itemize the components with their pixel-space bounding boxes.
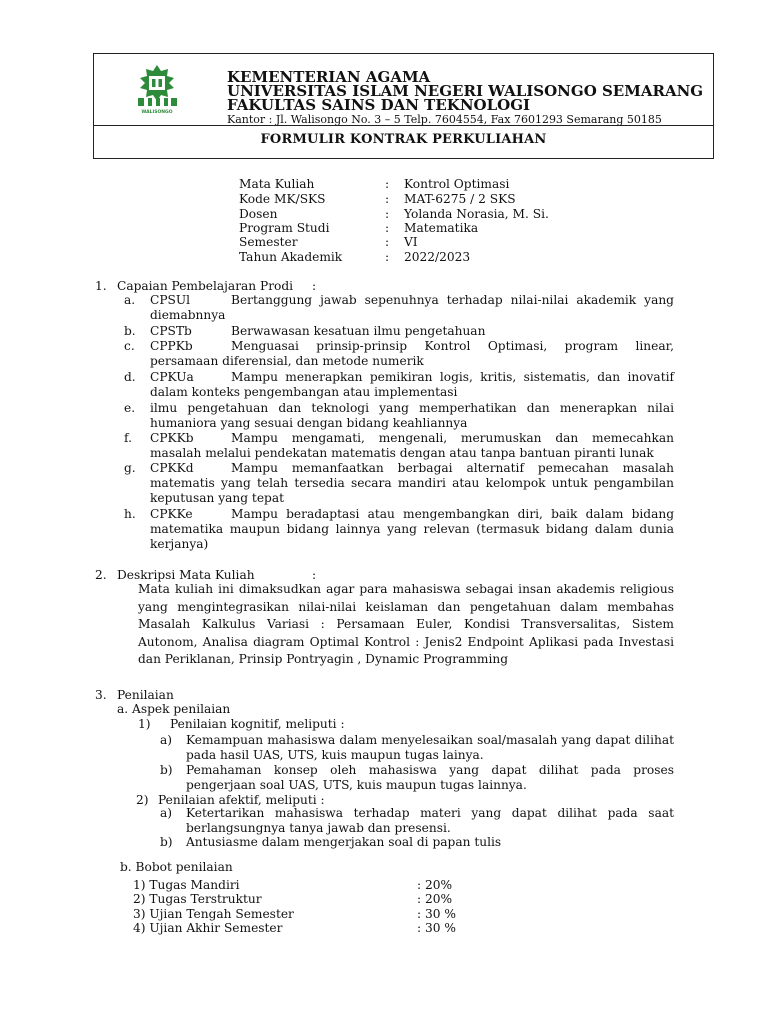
weight-row [133, 907, 473, 922]
walisongo-logo [134, 65, 180, 115]
course-info-colon: : [385, 250, 390, 264]
course-info-colon: : [385, 177, 390, 191]
outcome-text: Mampu mengamati, mengenali, merumuskan dan memecahkan masalah melalui pendekatan matematis dengan atau tanpa bantuan piranti lunak [150, 431, 674, 460]
outcome-text: ilmu pengetahuan dan teknologi yang memperhatikan dan menerapkan nilai humaniora yang sesuai dengan bidang keahliannya [150, 401, 674, 430]
institution-block [227, 70, 703, 126]
outcome-code: CPPKb [150, 339, 193, 353]
weight-label: 3) Ujian Tengah Semester [133, 907, 294, 921]
course-info-value: Yolanda Norasia, M. Si. [404, 207, 549, 221]
affective-b-letter: b) [160, 835, 173, 849]
outcome-letter: g. [124, 461, 136, 475]
course-description: Mata kuliah ini dimaksudkan agar para mahasiswa sebagai insan akademis religious yang mengintegrasikan nilai-nilai keislaman dan pengetahuan dalam membahas Masalah Kalkulus Variasi : Persamaan Euler, Kondisi Transversalitas, Sistem Autonom, Analisa diagram Optimal Kontrol : Jenis2 Endpoint Aplikasi pada Investasi dan Periklanan, Prinsip Pontryagin , Dynamic Programming [138, 582, 674, 666]
outcome-text: Mampu beradaptasi atau mengembangkan diri, baik dalam bidang matematika maupun bidang lainnya yang relevan (termasuk bidang dalam dunia kerjanya) [150, 507, 674, 551]
section-colon: : [312, 568, 317, 582]
outcome-code: CPKKe [150, 507, 193, 521]
weight-row [133, 892, 473, 907]
cognitive-a-letter: a) [160, 733, 173, 747]
outcome-letter: b. [124, 324, 136, 338]
outcome-letter: f. [124, 431, 132, 445]
course-info-value: Matematika [404, 221, 479, 235]
affective-a-letter: a) [160, 806, 173, 820]
university-name: UNIVERSITAS ISLAM NEGERI WALISONGO SEMARANG [227, 82, 704, 100]
course-info-value: VI [404, 235, 418, 249]
weight-value: : 20% [417, 878, 453, 892]
weight-label: 1) Tugas Mandiri [133, 878, 240, 892]
outcome-code: CPKKd [150, 461, 194, 475]
outcome-code: CPSUl [150, 293, 191, 307]
cognitive-a-text: Kemampuan mahasiswa dalam menyelesaikan soal/masalah yang dapat dilihat pada hasil UAS, UTS, kuis maupun tugas lainya. [186, 733, 674, 762]
outcome-text: Mampu memanfaatkan berbagai alternatif pemecahan masalah matematis yang telah tersedia secara mandiri atau kelompok untuk pengambilan keputusan yang tepat [150, 461, 674, 505]
faculty-name: FAKULTAS SAINS DAN TEKNOLOGI [227, 96, 531, 114]
section-number: 2. [95, 568, 107, 582]
assessment-aspects-title: a. Aspek penilaian [117, 702, 231, 716]
section-title: Capaian Pembelajaran Prodi [117, 279, 294, 293]
outcome-code: CPKUa [150, 370, 194, 384]
cognitive-title: Penilaian kognitif, meliputi : [170, 717, 345, 731]
section-number: 3. [95, 688, 107, 702]
outcome-letter: c. [124, 339, 135, 353]
outcome-letter: a. [124, 293, 136, 307]
section-title: Penilaian [117, 688, 174, 702]
course-info-colon: : [385, 235, 390, 249]
outcome-letter: d. [124, 370, 136, 384]
weight-label: 2) Tugas Terstruktur [133, 892, 262, 906]
weight-row [133, 878, 473, 893]
outcome-text: Mampu menerapkan pemikiran logis, kritis, sistematis, dan inovatif dalam konteks pengembangan atau implementasi [150, 370, 674, 399]
office-address: Kantor : Jl. Walisongo No. 3 – 5 Telp. 7604554, Fax 7601293 Semarang 50185 [227, 113, 662, 126]
course-info-colon: : [385, 207, 390, 221]
outcome-text: Menguasai prinsip-prinsip Kontrol Optimasi, program linear, persamaan diferensial, dan metode numerik [150, 339, 674, 368]
outcome-code: CPSTb [150, 324, 192, 338]
weighting-title: b. Bobot penilaian [120, 860, 233, 874]
section-number: 1. [95, 279, 107, 293]
outcome-code: CPKKb [150, 431, 194, 445]
outcome-text: Berwawasan kesatuan ilmu pengetahuan [231, 324, 486, 338]
course-info-value: Kontrol Optimasi [404, 177, 510, 191]
affective-a-text: Ketertarikan mahasiswa terhadap materi yang dapat dilihat pada saat berlangsungnya tanya jawab dan presensi. [186, 806, 674, 835]
cognitive-number: 1) [138, 717, 151, 731]
cognitive-b-letter: b) [160, 763, 173, 777]
course-info-value: 2022/2023 [404, 250, 471, 264]
svg-text:WALISONGO: WALISONGO [141, 110, 173, 115]
course-info-label: Tahun Akademik [239, 250, 343, 264]
header-divider [94, 125, 713, 126]
course-info-label: Program Studi [239, 221, 330, 235]
weight-row [133, 921, 473, 936]
weight-value: : 30 % [417, 907, 456, 921]
course-info-label: Dosen [239, 207, 278, 221]
outcome-letter: e. [124, 401, 136, 415]
course-info-value: MAT-6275 / 2 SKS [404, 192, 516, 206]
course-info-colon: : [385, 221, 390, 235]
weight-value: : 30 % [417, 921, 456, 935]
affective-number: 2) [136, 793, 149, 807]
cognitive-b-text: Pemahaman konsep oleh mahasiswa yang dapat dilihat pada proses pengerjaan soal UAS, UTS, kuis maupun tugas lainnya. [186, 763, 674, 792]
weight-value: : 20% [417, 892, 453, 906]
outcome-letter: h. [124, 507, 136, 521]
course-info-label: Kode MK/SKS [239, 192, 326, 206]
ministry-name: KEMENTERIAN AGAMA [227, 68, 431, 86]
affective-title: Penilaian afektif, meliputi : [158, 793, 325, 807]
section-title: Deskripsi Mata Kuliah [117, 568, 255, 582]
weight-label: 4) Ujian Akhir Semester [133, 921, 283, 935]
affective-b-text: Antusiasme dalam mengerjakan soal di papan tulis [186, 835, 502, 849]
course-info-colon: : [385, 192, 390, 206]
course-info-label: Mata Kuliah [239, 177, 315, 191]
outcome-text: Bertanggung jawab sepenuhnya terhadap nilai-nilai akademik yang diemabnnya [150, 293, 674, 322]
section-colon: : [312, 279, 317, 293]
form-title: FORMULIR KONTRAK PERKULIAHAN [260, 132, 547, 147]
course-info-label: Semester [239, 235, 298, 249]
letterhead [93, 53, 714, 159]
